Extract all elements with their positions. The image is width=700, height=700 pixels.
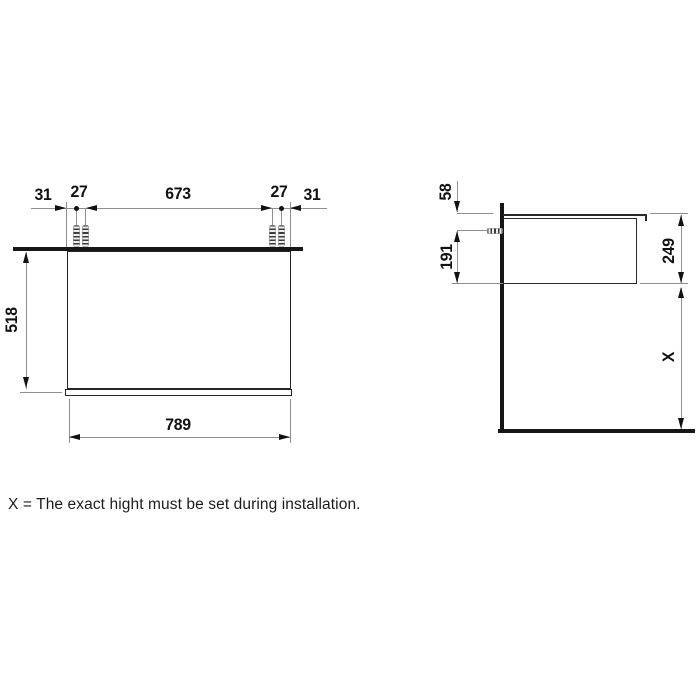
- dim-label-58: 58: [436, 183, 455, 201]
- floor-line: [498, 429, 695, 433]
- extension-line-width-right: [290, 399, 291, 443]
- arrow-down-icon: [678, 418, 684, 429]
- arrow-right-icon: [261, 205, 272, 211]
- height-dimension-line: [26, 252, 27, 389]
- mounting-screw-icon: [73, 225, 80, 247]
- arrow-down-icon: [454, 272, 460, 283]
- arrow-left-icon: [69, 434, 80, 440]
- arrow-up-icon: [454, 231, 460, 242]
- dim-label-249: 249: [659, 238, 678, 264]
- countertop-side: [503, 214, 647, 216]
- dim-label-673: 673: [165, 184, 191, 203]
- extension-countertop-level: [457, 213, 493, 214]
- dim-label-518: 518: [2, 307, 21, 333]
- dim-label-27-left: 27: [70, 182, 88, 201]
- mounting-screw-icon: [82, 225, 89, 247]
- dimension-dot-icon: [279, 206, 284, 211]
- arrow-right-icon: [279, 434, 290, 440]
- extension-bottom-left: [452, 283, 503, 284]
- extension-line-left-edge: [66, 202, 67, 247]
- dim-label-191: 191: [437, 244, 456, 270]
- wall-section: [500, 203, 504, 433]
- extension-bottom-right: [640, 283, 688, 284]
- countertop-edge: [645, 214, 647, 221]
- arrow-up-icon: [678, 287, 684, 298]
- dim-label-27-right: 27: [270, 182, 288, 201]
- arrow-down-icon: [454, 201, 460, 212]
- cabinet-front-side: [636, 218, 638, 284]
- arrow-down-icon: [23, 377, 29, 388]
- extension-line-bottom: [20, 392, 62, 393]
- wall-anchor-icon: [487, 228, 503, 234]
- arrow-left-icon: [290, 205, 301, 211]
- cabinet-plinth: [65, 389, 292, 396]
- arrow-up-icon: [23, 252, 29, 263]
- arrow-up-icon: [678, 215, 684, 226]
- arrow-right-icon: [55, 205, 66, 211]
- dim-line-x: [681, 288, 682, 429]
- dimension-dot-icon: [74, 206, 79, 211]
- arrow-left-icon: [86, 205, 97, 211]
- dim-label-31-left: 31: [34, 185, 52, 204]
- cabinet-top-side: [503, 218, 637, 219]
- mounting-screw-icon: [278, 225, 285, 247]
- dim-label-789: 789: [165, 415, 191, 434]
- width-dimension-line: [69, 437, 290, 438]
- extension-screw-level: [457, 230, 488, 231]
- dim-label-x: X: [659, 351, 678, 363]
- arrow-down-icon: [678, 272, 684, 283]
- cabinet-bottom-side: [503, 283, 637, 285]
- dim-label-31-right: 31: [303, 185, 321, 204]
- mounting-screw-icon: [269, 225, 276, 247]
- installation-note: X = The exact hight must be set during installation.: [8, 496, 361, 513]
- cabinet-body: [67, 251, 291, 389]
